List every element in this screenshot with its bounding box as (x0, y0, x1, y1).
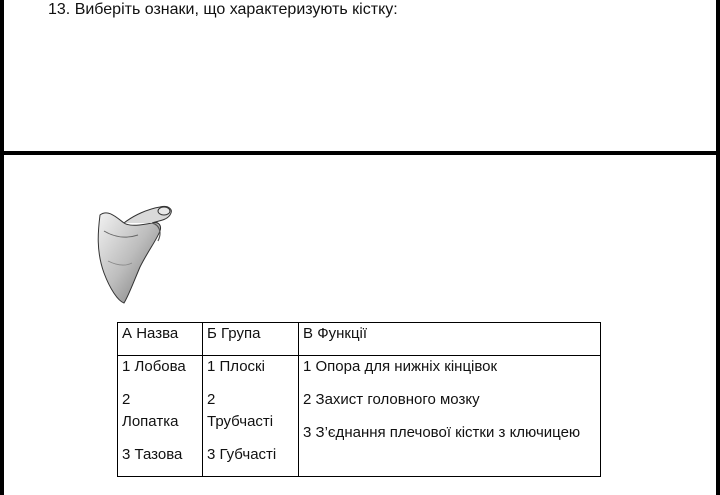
list-item: 1 Плоскі (207, 358, 265, 375)
list-item: 1 Лобова (122, 358, 186, 375)
list-item: 3 З’єднання плечової кістки з ключицею (303, 424, 581, 441)
list-item: 2 Лопатка (122, 391, 179, 430)
list-item: 3 Губчасті (207, 446, 277, 463)
table-header-row (118, 323, 601, 356)
header-group: Б Група (203, 323, 299, 356)
scapula-image (90, 201, 176, 305)
header-name: А Назва (118, 323, 203, 356)
answer-table (117, 322, 601, 477)
answer-panel (0, 155, 720, 495)
list-item: 2 Трубчасті (207, 391, 274, 430)
question-panel (0, 0, 720, 155)
groups-column (203, 356, 299, 477)
list-item: 2 Захист головного мозку (303, 391, 480, 408)
names-column (118, 356, 203, 477)
question-text: 13. Виберіть ознаки, що характеризують кістку: (48, 1, 398, 18)
functions-column (299, 356, 601, 477)
list-item: 3 Тазова (122, 446, 183, 463)
table-body-row (118, 356, 601, 477)
header-functions: В Функції (299, 323, 601, 356)
list-item: 1 Опора для нижніх кінцівок (303, 358, 498, 375)
